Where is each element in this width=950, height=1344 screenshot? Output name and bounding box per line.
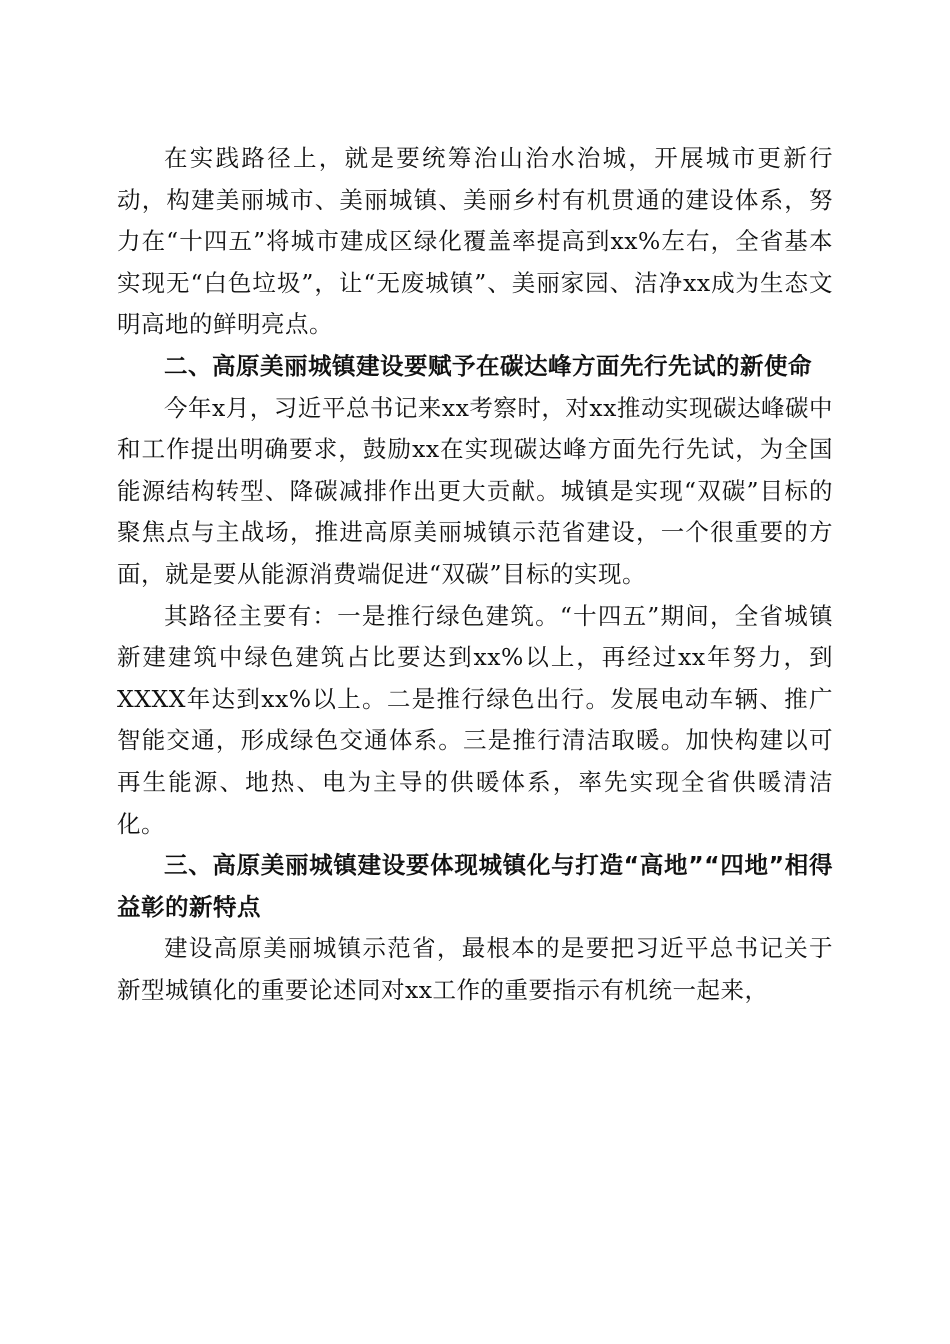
section-heading-2: 二、高原美丽城镇建设要赋予在碳达峰方面先行先试的新使命 bbox=[164, 351, 812, 380]
section-heading-3: 三、高原美丽城镇建设要体现城镇化与打造“高地”“四地”相得益彰的新特点 bbox=[117, 851, 833, 921]
paragraph-demonstration-province: 建设高原美丽城镇示范省，最根本的是要把习近平总书记关于新型城镇化的重要论述同对xx工作的重要指示有机统一起来， bbox=[117, 934, 833, 1004]
paragraph-carbon-peak: 今年x月，习近平总书记来xx考察时，对xx推动实现碳达峰碳中和工作提出明确要求，鼓励xx在实现碳达峰方面先行先试，为全国能源结构转型、降碳减排作出更大贡献。城镇是实现“双碳”目标的聚焦点与主战场，推进高原美丽城镇示范省建设，一个很重要的方面，就是要从能源消费端促进“双碳”目标的实现。 bbox=[117, 393, 833, 588]
document-body bbox=[117, 138, 833, 1011]
paragraph-practice-path: 在实践路径上，就是要统筹治山治水治城，开展城市更新行动，构建美丽城市、美丽城镇、美丽乡村有机贯通的建设体系，努力在“十四五”将城市建成区绿化覆盖率提高到xx%左右，全省基本实现无“白色垃圾”，让“无废城镇”、美丽家园、洁净xx成为生态文明高地的鲜明亮点。 bbox=[117, 144, 833, 339]
paragraph-paths: 其路径主要有：一是推行绿色建筑。“十四五”期间，全省城镇新建建筑中绿色建筑占比要达到xx%以上，再经过xx年努力，到XXXX年达到xx%以上。二是推行绿色出行。发展电动车辆、推广智能交通，形成绿色交通体系。三是推行清洁取暖。加快构建以可再生能源、地热、电为主导的供暖体系，率先实现全省供暖清洁化。 bbox=[117, 601, 833, 838]
